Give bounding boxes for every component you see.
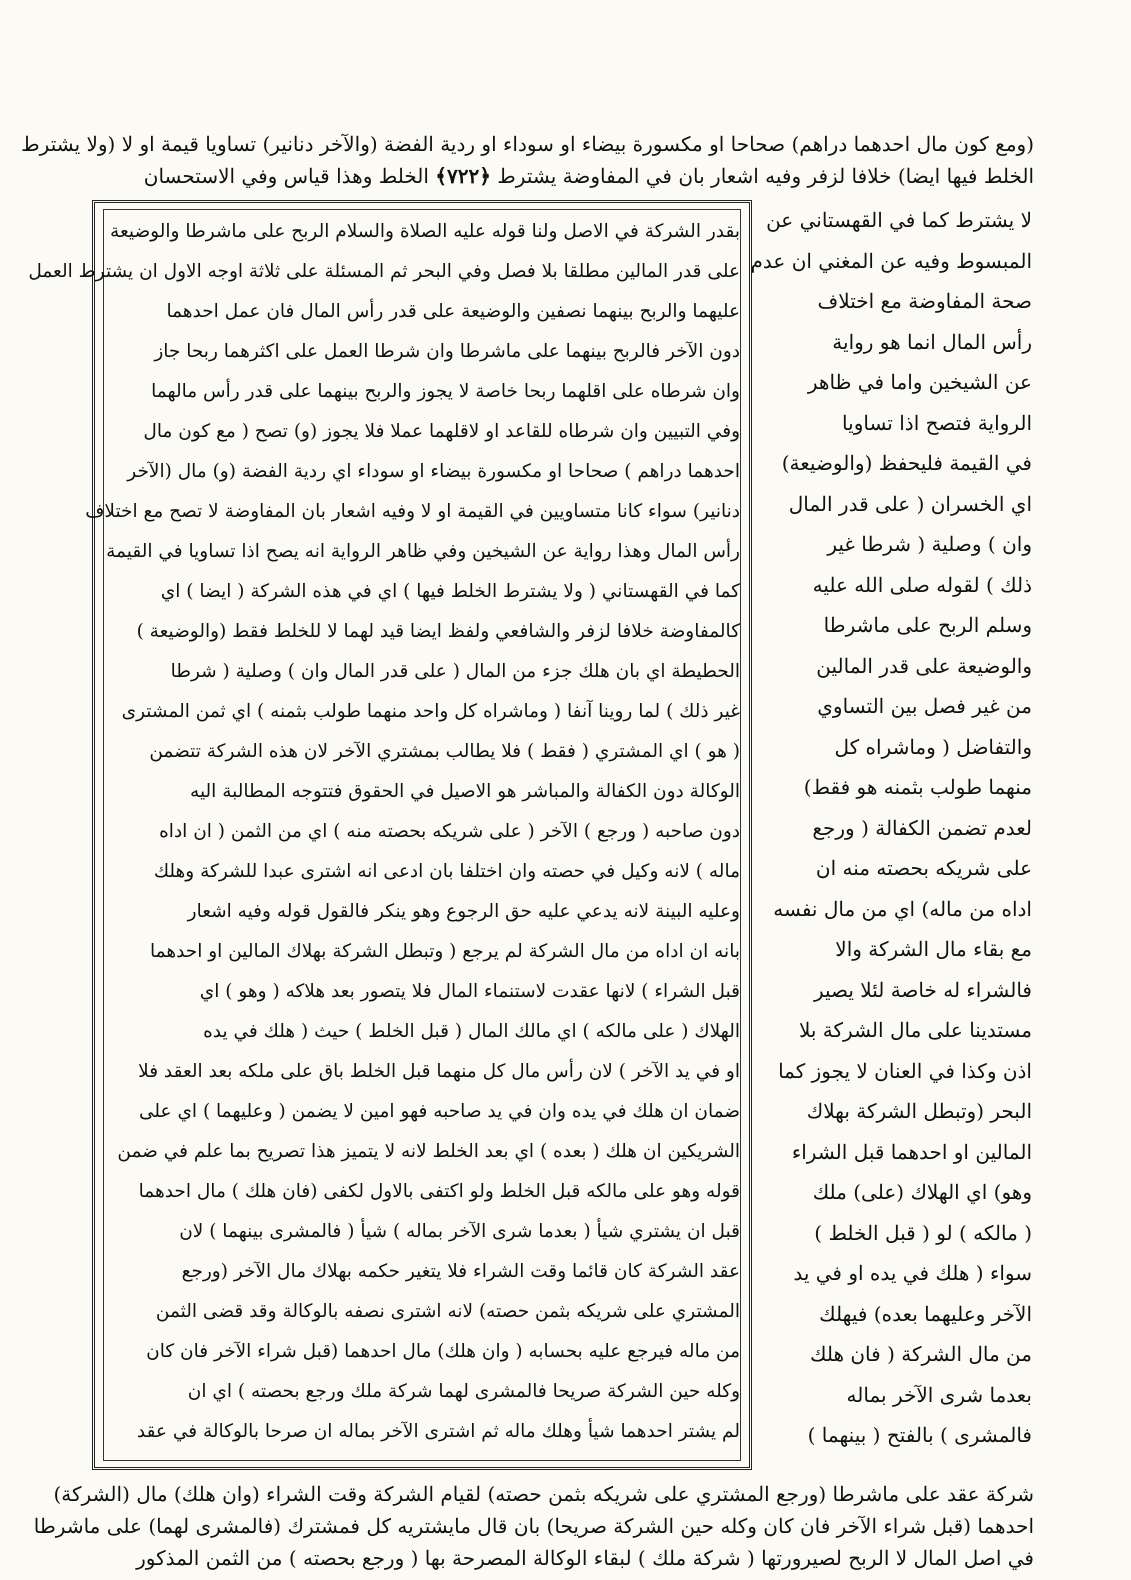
margin-line: عن الشيخين واما في ظاهر — [807, 370, 1032, 394]
commentary-line: المشتري على شريكه بثمن حصته) لانه اشترى نصفه بالوكالة وقد قضى الثمن — [155, 1301, 740, 1322]
header-line — [100, 160, 1034, 192]
main-commentary — [28, 212, 740, 1452]
margin-commentary — [750, 200, 1032, 1470]
commentary-line: عقد الشركة كان قائما وقت الشراء فلا يتغير حكمه بهلاك مال الآخر (ورجع — [181, 1261, 740, 1282]
commentary-line: وعليه البينة لانه يدعي عليه حق الرجوع وهو ينكر فالقول قوله وفيه اشعار — [187, 901, 740, 922]
margin-line: المالين او احدهما قبل الشراء — [791, 1139, 1032, 1164]
margin-line: اي الخسران ( على قدر المال — [788, 491, 1032, 516]
commentary-line: دون صاحبه ( ورجع ) الآخر ( على شريكه بحصته منه ) اي من الثمن ( ان اداه — [159, 821, 740, 842]
commentary-line: الشريكين ان هلك ( بعده ) اي بعد الخلط لانه لا يتميز هذا تصريح بما علم في ضمن — [117, 1141, 740, 1162]
commentary-line: او في يد الآخر ) لان رأس مال كل منهما قبل الخلط باق على ملكه بعد العقد فلا — [138, 1061, 740, 1082]
margin-line: اذن وكذا في العنان لا يجوز كما — [778, 1058, 1032, 1083]
commentary-line: ماله ) لانه وكيل في حصته وان اختلفا بان ادعى انه اشترى عبدا للشركة وهلك — [153, 861, 740, 882]
margin-line: وسلم الربح على ماشرطا — [823, 613, 1032, 637]
commentary-line: الهلاك ( على مالكه ) اي مالك المال ( قبل الخلط ) حيث ( هلك في يده — [203, 1021, 740, 1042]
page-number: ﴿٧٢٢﴾ — [435, 164, 491, 188]
margin-line: والتفاضل ( وماشراه كل — [834, 734, 1032, 759]
header-line: (ومع كون مال احدهما دراهم) صحاحا او مكسورة بيضاء او سوداء او ردية الفضة (والآخر دنانير) تساويا قيمة او لا (ولا يشترط — [21, 132, 1034, 156]
margin-line: البحر (وتبطل الشركة بهلاك — [806, 1099, 1032, 1123]
margin-line: فالشراء له خاصة لئلا يصير — [813, 977, 1032, 1002]
commentary-line: الوكالة دون الكفالة والمباشر هو الاصيل في الحقوق فتتوجه المطالبة اليه — [190, 781, 740, 802]
footer-line: احدهما (قبل شراء الآخر فان كان وكله حين الشركة صريحا) بان قال مايشتريه كل فمشترك (فالمشرى لهما) على ماشرطا — [33, 1514, 1034, 1538]
commentary-line: قوله وهو على مالكه قبل الخلط ولو اكتفى بالاول لكفى (فان هلك ) مال احدهما — [138, 1181, 740, 1202]
margin-line: ذلك ) لقوله صلى الله عليه — [812, 572, 1032, 597]
margin-line: اداه من ماله) اي من مال نفسه — [773, 896, 1032, 921]
margin-line: لا يشترط كما في القهستاني عن — [766, 208, 1032, 232]
margin-line: رأس المال انما هو رواية — [832, 329, 1032, 354]
commentary-line: الحطيطة اي بان هلك جزء من المال ( على قدر المال وان ) وصلية ( شرطا — [170, 661, 740, 682]
margin-line: على شريكه بحصته منه ان — [815, 856, 1032, 880]
commentary-line: كما في القهستاني ( ولا يشترط الخلط فيها ) اي في هذه الشركة ( ايضا ) اي — [160, 581, 740, 602]
margin-line: الرواية فتصح اذا تساويا — [842, 410, 1032, 435]
commentary-line: ضمان ان هلك في يده وان في يد صاحبه فهو امين لا يضمن ( وعليهما ) اي على — [138, 1101, 740, 1122]
commentary-line: عليهما والربح بينهما نصفين والوضيعة على قدر رأس المال فان عمل احدهما — [166, 301, 740, 322]
commentary-line: دون الآخر فالربح بينهما على ماشرطا وان شرطا العمل على اكثرهما ربحا جاز — [154, 341, 740, 362]
footer-line: شركة عقد على ماشرطا (ورجع المشتري على شريكه بثمن حصته) لقيام الشركة وقت الشراء (وان هلك) مال (الشركة) — [53, 1482, 1034, 1506]
margin-line: وان ) وصلية ( شرطا غير — [827, 532, 1032, 556]
commentary-line: لم يشتر احدهما شيأ وهلك ماله ثم اشترى الآخر بماله ان صرحا بالوكالة في عقد — [136, 1421, 740, 1442]
commentary-line: وفي التبيين وان شرطاه للقاعد او لاقلهما عملا فلا يجوز (و) تصح ( مع كون مال — [143, 421, 740, 442]
commentary-line: دنانير) سواء كانا متساويين في القيمة او لا وفيه اشعار بان المفاوضة لا تصح مع اختلاف — [85, 501, 740, 522]
commentary-line: رأس المال وهذا رواية عن الشيخين وفي ظاهر الرواية انه يصح اذا تساويا في القيمة — [106, 541, 740, 562]
header-line-start: الخلط فيها ايضا) خلافا لزفر وفيه اشعار بان في المفاوضة يشترط — [497, 164, 1034, 188]
margin-line: وهو) اي الهلاك (على) ملك — [812, 1180, 1032, 1204]
margin-line: مع بقاء مال الشركة والا — [835, 937, 1032, 961]
commentary-line: ( هو ) اي المشتري ( فقط ) فلا يطالب بمشتري الآخر لان هذه الشركة تتضمن — [149, 741, 740, 762]
margin-line: لعدم تضمن الكفالة ( ورجع — [812, 815, 1032, 840]
commentary-line: بقدر الشركة في الاصل ولنا قوله عليه الصلاة والسلام الربح على ماشرطا والوضيعة — [110, 221, 740, 242]
margin-line: منهما طولب بثمنه هو فقط) — [803, 775, 1032, 799]
margin-line: بعدما شرى الآخر بماله — [846, 1382, 1032, 1407]
footer-text — [33, 1478, 1034, 1574]
commentary-line: وكله حين الشركة صريحا فالمشرى لهما شركة ملك ورجع بحصته ) اي ان — [187, 1381, 740, 1402]
commentary-line: على قدر المالين مطلقا بلا فصل وفي البحر ثم المسئلة على ثلاثة اوجه الاول ان يشترط العمل — [28, 261, 740, 282]
margin-line: فالمشرى ) بالفتح ( بينهما ) — [807, 1423, 1032, 1447]
header-line-end: الخلط وهذا قياس وفي الاستحسان — [143, 164, 429, 188]
commentary-line: بانه ان اداه من مال الشركة لم يرجع ( وتبطل الشركة بهلاك المالين او احدهما — [149, 941, 740, 962]
header-text — [21, 128, 1034, 192]
commentary-line: وان شرطاه على اقلهما ربحا خاصة لا يجوز والربح بينهما على قدر رأس مالهما — [151, 381, 740, 402]
commentary-line: قبل الشراء ) لانها عقدت لاستنماء المال فلا يتصور بعد هلاكه ( وهو ) اي — [199, 981, 740, 1002]
margin-line: الآخر وعليهما بعده) فيهلك — [819, 1301, 1032, 1326]
margin-line: والوضيعة على قدر المالين — [816, 653, 1032, 678]
margin-line: في القيمة فليحفظ (والوضيعة) — [781, 451, 1032, 475]
margin-line: من غير فصل بين التساوي — [817, 694, 1032, 718]
margin-line: مستدينا على مال الشركة بلا — [798, 1018, 1032, 1042]
margin-line: سواء ( هلك في يده او في يد — [793, 1261, 1032, 1285]
commentary-line: غير ذلك ) لما روينا آنفا ( وماشراه كل واحد منهما طولب بثمنه ) اي ثمن المشترى — [121, 701, 740, 722]
commentary-line: قبل ان يشتري شيأ ( بعدما شرى الآخر بماله ) شيأ ( فالمشرى بينهما ) لان — [179, 1221, 740, 1242]
margin-line: صحة المفاوضة مع اختلاف — [817, 289, 1032, 313]
margin-line: ( مالكه ) لو ( قبل الخلط ) — [814, 1220, 1032, 1245]
commentary-line: كالمفاوضة خلافا لزفر والشافعي ولفظ ايضا قيد لهما لا للخلط فقط (والوضيعة ) — [136, 621, 740, 642]
margin-line: المبسوط وفيه عن المغني ان عدم — [750, 248, 1032, 273]
commentary-line: احدهما دراهم ) صحاحا او مكسورة بيضاء او سوداء اي ردية الفضة (و) مال (الآخر — [127, 461, 740, 482]
margin-line: من مال الشركة ( فان هلك — [809, 1342, 1032, 1366]
commentary-line: من ماله فيرجع عليه بحسابه ( وان هلك) مال احدهما (قبل شراء الآخر فان كان — [146, 1341, 740, 1362]
footer-line: في اصل المال لا الربح لصيرورتها ( شركة ملك ) لبقاء الوكالة المصرحة بها ( ورجع بحصته ) من الثمن المذكور — [136, 1546, 1034, 1570]
